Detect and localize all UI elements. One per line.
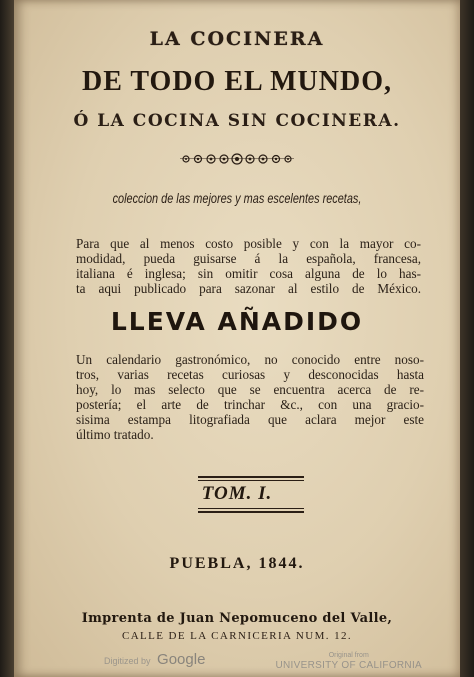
volume-label: TOM. I. xyxy=(201,483,273,504)
paragraph2-line: Un calendario gastronómico, no conocido entre noso- xyxy=(76,352,424,367)
paragraph1-line: Para que al menos costo posible y con la mayor co- xyxy=(76,236,421,251)
paragraph2-line: hoy, lo mas selecto que se encuentra acerca de re- xyxy=(76,382,424,397)
book-spine-shadow-left xyxy=(0,0,14,677)
ornament-divider-icon xyxy=(178,149,296,169)
paragraph-additions-description xyxy=(76,352,424,442)
original-from-label: Original from xyxy=(328,652,369,659)
book-edge-shadow-right xyxy=(460,0,474,677)
title-line-1: LA COCINERA xyxy=(149,28,325,50)
paragraph2-line: último tratado. xyxy=(76,427,154,442)
printer-address: CALLE DE LA CARNICERIA NUM. 12. xyxy=(121,630,353,642)
paragraph1-line: italiana é inglesa; sin omitir cosa alguna de lo has- xyxy=(76,266,421,281)
volume-rule-top xyxy=(198,476,304,478)
paragraph2-line: postería; el arte de trinchar &c., con una gracio- xyxy=(76,397,424,412)
place-and-date: PUEBLA, 1844. xyxy=(169,555,305,572)
google-logo-text: Google xyxy=(157,651,206,668)
paragraph1-line: modidad, pueda guisarse á la española, francesa, xyxy=(76,251,421,266)
digitized-by-label: Digitized by xyxy=(104,656,151,666)
paragraph-recipes-description xyxy=(76,236,421,296)
paragraph1-line: ta aqui publicado para sazonar al estilo de México. xyxy=(76,281,421,296)
heading-lleva-anadido: LLEVA AÑADIDO xyxy=(110,307,364,336)
paragraph2-line: tros, varias recetas curiosas y desconocidas hasta xyxy=(76,367,424,382)
volume-rule-bottom-thin xyxy=(198,508,304,509)
google-watermark xyxy=(104,651,205,668)
paragraph2-line: sisima estampa litografiada que aclara mejor este xyxy=(76,412,424,427)
volume-rule-top-thin xyxy=(198,480,304,481)
title-page xyxy=(14,0,460,677)
original-from-watermark xyxy=(276,652,422,671)
title-line-2: DE TODO EL MUNDO, xyxy=(81,66,392,97)
title-line-3: Ó LA COCINA SIN COCINERA. xyxy=(73,111,401,131)
university-label: UNIVERSITY OF CALIFORNIA xyxy=(275,660,422,671)
subtitle: coleccion de las mejores y mas escelentes recetas, xyxy=(112,190,362,206)
volume-rule-bottom xyxy=(198,511,304,513)
printer-name: Imprenta de Juan Nepomuceno del Valle, xyxy=(81,611,393,626)
